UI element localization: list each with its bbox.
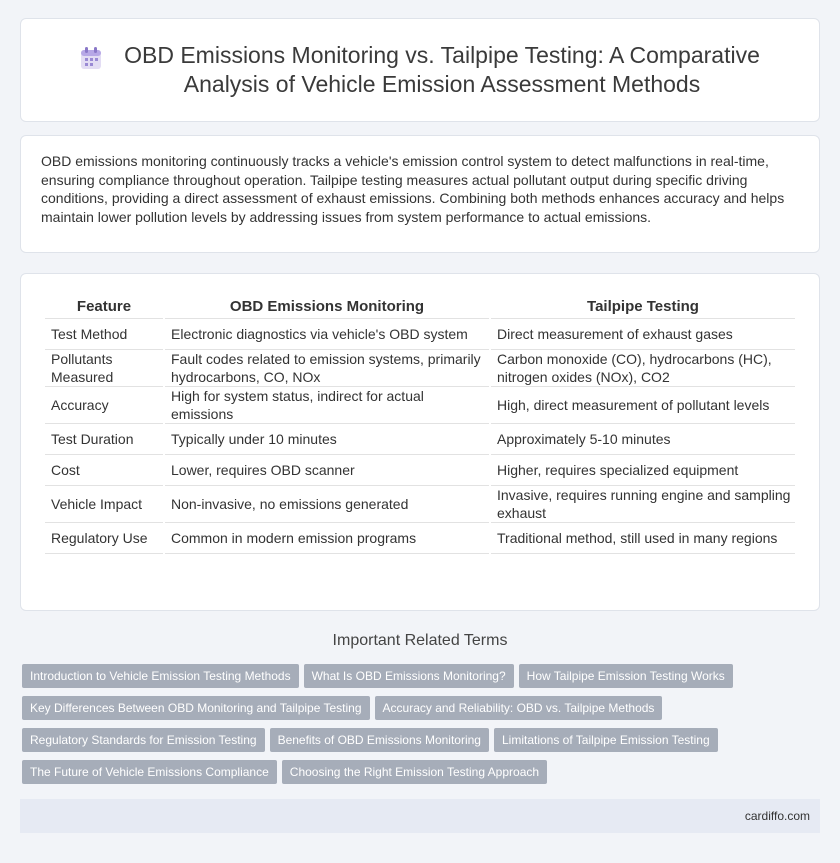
- table-cell: Lower, requires OBD scanner: [165, 455, 489, 486]
- table-row: [45, 523, 795, 554]
- related-term-tag[interactable]: Introduction to Vehicle Emission Testing Methods: [22, 664, 299, 688]
- calendar-icon: [78, 45, 104, 71]
- table-cell: High for system status, indirect for actual emissions: [165, 387, 489, 424]
- table-cell: Carbon monoxide (CO), hydrocarbons (HC), nitrogen oxides (NOx), CO2: [491, 350, 795, 387]
- table-cell: Invasive, requires running engine and sampling exhaust: [491, 486, 795, 523]
- page-title: OBD Emissions Monitoring vs. Tailpipe Testing: A Comparative Analysis of Vehicle Emission Assessment Methods: [124, 42, 760, 97]
- table-cell: Test Duration: [45, 424, 163, 455]
- related-term-tag[interactable]: What Is OBD Emissions Monitoring?: [304, 664, 514, 688]
- table-cell: Test Method: [45, 319, 163, 350]
- table-cell: Fault codes related to emission systems, primarily hydrocarbons, CO, NOx: [165, 350, 489, 387]
- table-row: [45, 486, 795, 523]
- table-row: [45, 387, 795, 424]
- table-cell: Electronic diagnostics via vehicle's OBD system: [165, 319, 489, 350]
- table-row: [45, 319, 795, 350]
- table-cell: Approximately 5-10 minutes: [491, 424, 795, 455]
- title-card: [20, 18, 820, 122]
- related-terms-list: [22, 664, 822, 792]
- footer: [20, 799, 820, 833]
- related-term-tag[interactable]: Key Differences Between OBD Monitoring and Tailpipe Testing: [22, 696, 370, 720]
- table-cell: Higher, requires specialized equipment: [491, 455, 795, 486]
- related-term-tag[interactable]: Limitations of Tailpipe Emission Testing: [494, 728, 718, 752]
- column-header: OBD Emissions Monitoring: [165, 296, 489, 319]
- table-cell: Regulatory Use: [45, 523, 163, 554]
- related-term-tag[interactable]: The Future of Vehicle Emissions Compliance: [22, 760, 277, 784]
- table-cell: High, direct measurement of pollutant levels: [491, 387, 795, 424]
- table-cell: Vehicle Impact: [45, 486, 163, 523]
- intro-paragraph: OBD emissions monitoring continuously tracks a vehicle's emission control system to detect malfunctions in real-time, ensuring compliance throughout operation. Tailpipe testing measures actual pollutant output during specific driving conditions, providing a direct assessment of exhaust emissions. Combining both methods enhances accuracy and helps maintain lower pollution levels by addressing issues from system performance to actual emissions.: [20, 135, 820, 253]
- column-header: Feature: [45, 296, 163, 319]
- related-term-tag[interactable]: Accuracy and Reliability: OBD vs. Tailpipe Methods: [375, 696, 663, 720]
- table-cell: Accuracy: [45, 387, 163, 424]
- table-cell: Traditional method, still used in many regions: [491, 523, 795, 554]
- comparison-table: [43, 296, 797, 554]
- comparison-table-card: [20, 273, 820, 611]
- related-term-tag[interactable]: Choosing the Right Emission Testing Approach: [282, 760, 547, 784]
- table-row: [45, 350, 795, 387]
- table-cell: Common in modern emission programs: [165, 523, 489, 554]
- related-terms-heading: Important Related Terms: [332, 632, 508, 649]
- table-cell: Cost: [45, 455, 163, 486]
- column-header: Tailpipe Testing: [491, 296, 795, 319]
- table-cell: Non-invasive, no emissions generated: [165, 486, 489, 523]
- related-term-tag[interactable]: Regulatory Standards for Emission Testing: [22, 728, 265, 752]
- related-term-tag[interactable]: How Tailpipe Emission Testing Works: [519, 664, 733, 688]
- table-row: [45, 455, 795, 486]
- table-row: [45, 424, 795, 455]
- table-cell: Typically under 10 minutes: [165, 424, 489, 455]
- footer-site-link[interactable]: cardiffo.com: [744, 809, 810, 823]
- table-cell: Pollutants Measured: [45, 350, 163, 387]
- related-term-tag[interactable]: Benefits of OBD Emissions Monitoring: [270, 728, 489, 752]
- table-cell: Direct measurement of exhaust gases: [491, 319, 795, 350]
- table-header-row: [45, 296, 795, 319]
